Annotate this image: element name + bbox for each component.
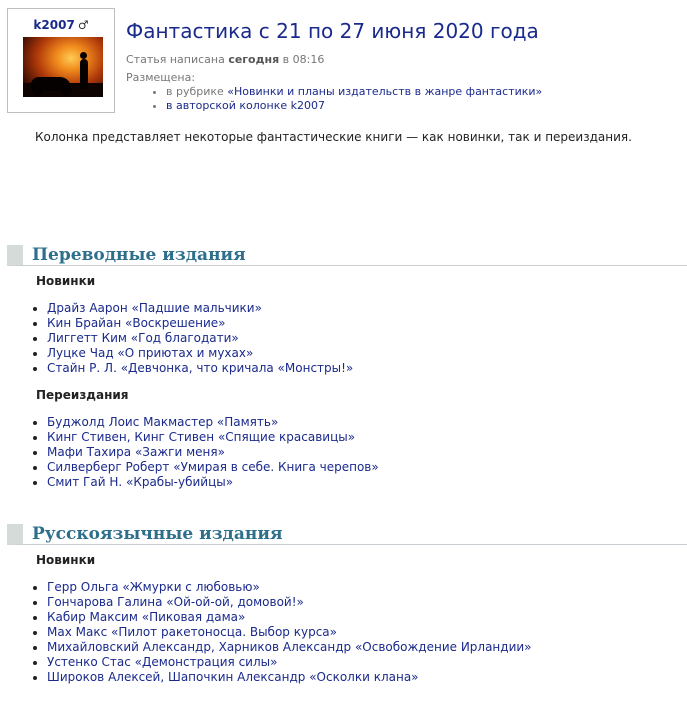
book-link[interactable]: Михайловский Александр, Харников Александр «Освобождение Ирландии» (47, 640, 532, 654)
book-link[interactable]: Мафи Тахира «Зажги меня» (47, 445, 225, 459)
placed-label: Размещена: (126, 71, 196, 84)
article-meta (126, 53, 324, 66)
avatar-wheel-rear (32, 85, 43, 96)
list-item (47, 580, 687, 595)
list-item (47, 445, 687, 460)
list-item (47, 415, 687, 430)
book-list-new (7, 301, 687, 376)
book-link[interactable]: Силверберг Роберт «Умирая в себе. Книга черепов» (47, 460, 379, 474)
list-item (47, 640, 687, 655)
written-time: в 08:16 (282, 53, 325, 66)
article-intro: Колонка представляет некоторые фантастические книги — как новинки, так и переиздания. (35, 130, 632, 144)
book-link[interactable]: Драйз Аарон «Падшие мальчики» (47, 301, 262, 315)
list-item (47, 475, 687, 490)
list-item (47, 610, 687, 625)
list-item (47, 301, 687, 316)
list-item (47, 430, 687, 445)
list-item (47, 316, 687, 331)
group-label-reprints: Переиздания (36, 388, 129, 402)
list-item (47, 655, 687, 670)
list-item (47, 460, 687, 475)
author-column-link[interactable]: в авторской колонке k2007 (166, 99, 325, 112)
placed-item-column (166, 99, 542, 113)
book-link[interactable]: Лиггетт Ким «Год благодати» (47, 331, 239, 345)
avatar-wheel-front (61, 85, 72, 96)
placed-item-rubric (166, 85, 542, 99)
book-link[interactable]: Буджолд Лоис Макмастер «Память» (47, 415, 279, 429)
author-avatar[interactable] (23, 37, 103, 97)
book-link[interactable]: Смит Гай Н. «Крабы-убийцы» (47, 475, 234, 489)
male-gender-icon: ♂ (77, 18, 89, 32)
book-link[interactable]: Луцке Чад «О приютах и мухах» (47, 346, 254, 360)
book-link[interactable]: Кинг Стивен, Кинг Стивен «Спящие красавицы» (47, 430, 356, 444)
avatar-person-silhouette (80, 59, 88, 89)
rubric-link[interactable]: «Новинки и планы издательств в жанре фантастики» (227, 85, 543, 98)
list-item (47, 331, 687, 346)
author-name-link[interactable] (8, 18, 114, 32)
book-link[interactable]: Стайн Р. Л. «Девчонка, что кричала «Монстры!» (47, 361, 354, 375)
section-title: Русскоязычные издания (7, 524, 687, 545)
group-label-new: Новинки (36, 274, 96, 288)
list-item (47, 595, 687, 610)
book-link[interactable]: Мах Макс «Пилот ракетоносца. Выбор курса» (47, 625, 337, 639)
book-link[interactable]: Широков Алексей, Шапочкин Александр «Осколки клана» (47, 670, 419, 684)
section-russian (7, 524, 687, 685)
list-item (47, 670, 687, 685)
list-item (47, 346, 687, 361)
written-when: сегодня (228, 53, 280, 66)
article-title[interactable]: Фантастика с 21 по 27 июня 2020 года (126, 19, 539, 43)
placed-list (152, 85, 542, 113)
avatar-person-head (80, 52, 87, 59)
section-translated (7, 245, 687, 490)
book-link[interactable]: Устенко Стас «Демонстрация силы» (47, 655, 278, 669)
book-link[interactable]: Кабир Максим «Пиковая дама» (47, 610, 246, 624)
section-title: Переводные издания (7, 245, 687, 266)
book-list-new (7, 580, 687, 685)
author-card (7, 8, 115, 113)
list-item (47, 361, 687, 376)
book-link[interactable]: Герр Ольга «Жмурки с любовью» (47, 580, 260, 594)
written-prefix: Статья написана (126, 53, 225, 66)
book-link[interactable]: Гончарова Галина «Ой-ой-ой, домовой!» (47, 595, 304, 609)
placed-item-prefix: в рубрике (166, 85, 228, 98)
book-link[interactable]: Кин Брайан «Воскрешение» (47, 316, 226, 330)
list-item (47, 625, 687, 640)
author-name[interactable]: k2007 (33, 18, 75, 32)
book-list-reprints (7, 415, 687, 490)
group-label-new: Новинки (36, 553, 96, 567)
